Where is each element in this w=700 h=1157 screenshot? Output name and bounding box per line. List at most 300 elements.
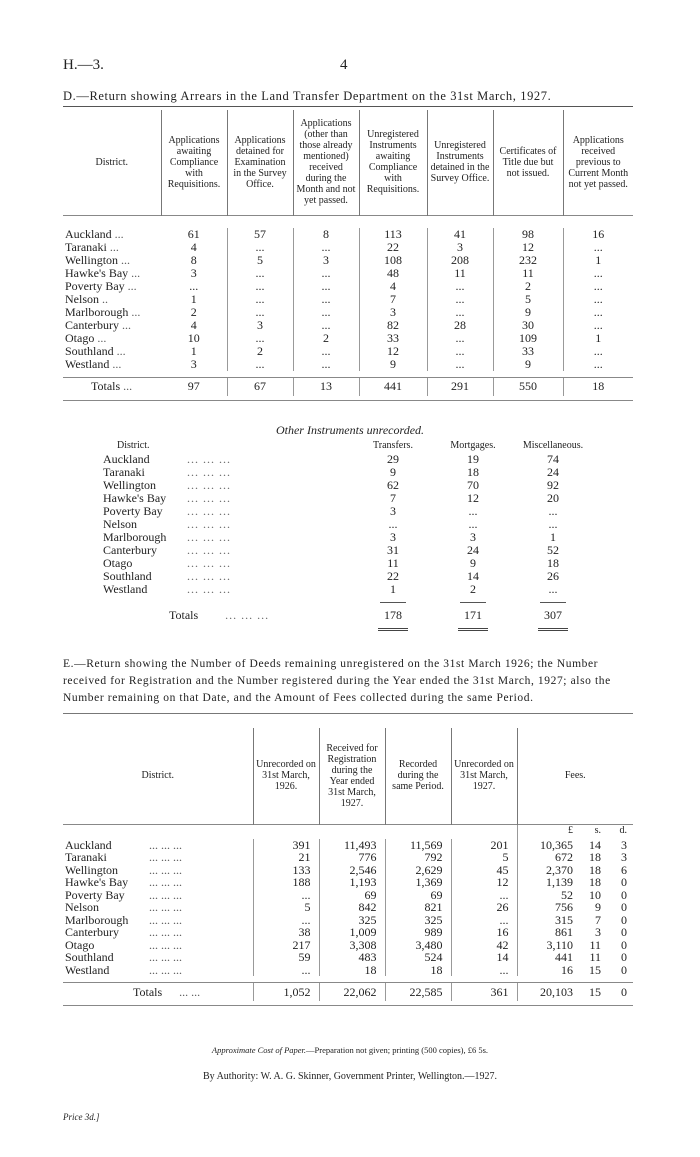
cell: 2 (470, 582, 476, 596)
leader-dots: ... ... ... (149, 887, 182, 902)
section-e-rule (63, 713, 633, 714)
cell: 42 (451, 939, 517, 952)
leader-dots: ... ... ... (149, 850, 182, 864)
fee-pence: 0 (621, 950, 627, 964)
col-header: Miscellaneous. (522, 440, 584, 451)
cell: ... (227, 280, 293, 293)
cell: 41 (427, 228, 493, 241)
cell: 9 (493, 358, 563, 371)
cell: ... (451, 964, 517, 977)
fee-pounds: 756 (517, 901, 577, 914)
cell: 291 (427, 377, 493, 396)
cell: 1 (563, 332, 633, 345)
cost-note (0, 1045, 700, 1055)
totals-label: Totals (91, 379, 121, 393)
cell: 842 (319, 901, 385, 914)
leader-dots: ... ... ... (149, 950, 182, 964)
cell: 69 (385, 889, 451, 902)
cell: 13 (293, 377, 359, 396)
fee-pounds: 16 (517, 964, 577, 977)
fee-shillings: 9 (595, 900, 601, 914)
district-name: Nelson (65, 291, 99, 306)
cell: 7 (359, 293, 427, 306)
table-row (63, 293, 633, 306)
deeds-table (63, 728, 633, 1006)
fee-pence: 0 (621, 937, 627, 952)
cell: 361 (451, 983, 517, 1002)
cell: ... (253, 889, 319, 902)
cell: ... (293, 267, 359, 280)
cell: 1 (190, 291, 197, 306)
cell: 98 (493, 228, 563, 241)
cell: ... (388, 517, 398, 531)
district-cell (103, 583, 353, 596)
cell: 483 (319, 951, 385, 964)
leader-dots: ... ... ... (149, 875, 182, 889)
cell: 69 (319, 889, 385, 902)
cell: 1 (390, 582, 396, 596)
fee-shillings: 15 (589, 962, 601, 977)
cell: ... (427, 280, 493, 293)
cell: 15 (589, 984, 601, 999)
cell: ... (293, 280, 359, 293)
cell: 16 (451, 926, 517, 939)
cell: 2 (227, 345, 293, 358)
cell: 2 (190, 304, 197, 319)
cell: 171 (464, 608, 482, 622)
cell: 2 (293, 332, 359, 345)
cell: 22,585 (385, 983, 451, 1002)
cell: 18 (385, 964, 451, 977)
district-name: Nelson (103, 517, 137, 531)
cell: 11,569 (385, 839, 451, 852)
leader-dots: ... (116, 343, 126, 358)
cell: 0 (621, 984, 627, 999)
cell: 3 (227, 319, 293, 332)
leader-dots: ... ... ... (187, 556, 231, 570)
section-d-rule (63, 106, 633, 107)
cell: 325 (385, 914, 451, 927)
fee-pence: 0 (621, 875, 627, 889)
fee-pounds: 441 (517, 951, 577, 964)
other-instruments-title: Other Instruments unrecorded. (275, 423, 425, 437)
cell: 2,629 (385, 864, 451, 877)
fee-shillings: 7 (595, 912, 601, 927)
cell: ... (227, 293, 293, 306)
col-header: Applications (other than those already mentioned) received during the Month and not yet passed. (293, 110, 359, 215)
cell: ... (227, 358, 293, 371)
fee-pence: 3 (621, 850, 627, 864)
cell: 8 (293, 228, 359, 241)
district-name: Marlborough (65, 304, 129, 319)
totals-row (103, 609, 593, 622)
cell: ... (563, 280, 633, 293)
district-name: Marlborough (65, 912, 129, 927)
cell: ... (227, 306, 293, 319)
cell: 33 (493, 345, 563, 358)
leader-dots: ... (131, 265, 141, 280)
cell: 19 (467, 452, 479, 466)
cell: 391 (253, 839, 319, 852)
leader-dots: ... ... ... (187, 452, 231, 466)
cell: 9 (493, 306, 563, 319)
cell: 18 (467, 465, 479, 479)
fee-pounds: 2,370 (517, 864, 577, 877)
table-row (103, 570, 593, 583)
cell: ... (227, 332, 293, 345)
cell: 16 (563, 228, 633, 241)
cell: 5 (227, 254, 293, 267)
district-name: Wellington (65, 252, 119, 267)
cell: 62 (387, 478, 399, 492)
district-name: Westland (65, 962, 110, 977)
cell: 1,369 (385, 876, 451, 889)
cell: 11 (387, 556, 399, 570)
cell: 2,546 (319, 864, 385, 877)
fee-pounds: 52 (517, 889, 577, 902)
table-row (103, 505, 593, 518)
leader-dots: ... ... ... (187, 504, 231, 518)
cell: ... (293, 293, 359, 306)
table-row (63, 280, 633, 293)
leader-dots: ... (109, 239, 119, 254)
district-name: Otago (65, 330, 95, 345)
leader-dots: ... (121, 317, 131, 332)
cell: 550 (493, 377, 563, 396)
fee-pounds: 3,110 (517, 939, 577, 952)
col-header: Mortgages. (450, 440, 496, 451)
cell: 24 (467, 543, 479, 557)
leader-dots: ... ... ... (187, 517, 231, 531)
price-note: Price 3d.] (63, 1112, 100, 1122)
table-row (103, 466, 593, 479)
fee-shillings: 18 (589, 850, 601, 864)
col-header: Applications awaiting Compliance with Requisitions. (161, 110, 227, 215)
cell: 5 (451, 851, 517, 864)
cell: 21 (253, 851, 319, 864)
leader-dots: ... ... ... (187, 478, 231, 492)
cell: 9 (470, 556, 476, 570)
leader-dots: ... ... ... (187, 543, 231, 557)
unit-pence: d. (603, 824, 633, 839)
cell: 20,103 (517, 983, 577, 1002)
cell: ... (293, 306, 359, 319)
cell: 12 (359, 345, 427, 358)
col-header: Certificates of Title due but not issued. (493, 110, 563, 215)
unit-pounds: £ (517, 824, 577, 839)
table-row (63, 228, 633, 241)
cell: 325 (319, 914, 385, 927)
cell: 97 (187, 379, 200, 393)
cell: 12 (493, 241, 563, 254)
cell: 201 (451, 839, 517, 852)
col-header: Unregistered Instruments detained in the Survey Office. (427, 110, 493, 215)
col-header: Recorded during the same Period. (385, 728, 451, 824)
cell: ... (227, 241, 293, 254)
cell: 524 (385, 951, 451, 964)
cell: 92 (547, 478, 559, 492)
cell: ... (293, 345, 359, 358)
cell: 792 (385, 851, 451, 864)
cell: 133 (253, 864, 319, 877)
cell: 1,193 (319, 876, 385, 889)
cell: 12 (451, 876, 517, 889)
cell: 3 (470, 530, 476, 544)
cell: 38 (253, 926, 319, 939)
cell: 217 (253, 939, 319, 952)
cell: 48 (359, 267, 427, 280)
col-header: Applications detained for Examination in the Survey Office. (227, 110, 293, 215)
fee-shillings: 3 (595, 925, 601, 939)
cell: 4 (190, 239, 197, 254)
cell: ... (427, 293, 493, 306)
district-name: Hawke's Bay (65, 265, 129, 280)
fee-shillings: 11 (589, 950, 601, 964)
cell: 30 (493, 319, 563, 332)
cell: 441 (359, 377, 427, 396)
cell: 3 (427, 241, 493, 254)
cell: 2 (493, 280, 563, 293)
cell: 45 (451, 864, 517, 877)
col-header-district: District. (141, 770, 174, 782)
leader-dots: ... ... ... (225, 608, 270, 622)
district-name: Hawke's Bay (103, 491, 167, 505)
district-name: Otago (65, 937, 95, 952)
table-row (63, 267, 633, 280)
cell: 178 (384, 608, 402, 622)
fee-shillings: 18 (589, 875, 601, 889)
district-name: Marlborough (103, 530, 167, 544)
table-row (103, 492, 593, 505)
cell: ... (293, 319, 359, 332)
cell: 4 (359, 280, 427, 293)
col-header-district: District. (95, 156, 128, 168)
district-name: Southland (65, 343, 114, 358)
district-name: Canterbury (65, 317, 119, 332)
table-row (63, 358, 633, 371)
col-header: Unregistered Instruments awaiting Compliance with Requisitions. (359, 110, 427, 215)
cell: 1 (550, 530, 556, 544)
cell: ... (427, 306, 493, 319)
cell: 59 (253, 951, 319, 964)
table-row (63, 241, 633, 254)
table-row (63, 306, 633, 319)
fee-pence: 0 (621, 962, 627, 977)
cell: ... (227, 267, 293, 280)
cell: 29 (387, 452, 399, 466)
leader-dots: ... ... ... (187, 530, 231, 544)
cell: 18 (319, 964, 385, 977)
cell: ... (563, 267, 633, 280)
leader-dots: ... ... ... (149, 862, 182, 877)
authority-line: By Authority: W. A. G. Skinner, Government Printer, Wellington.—1927. (202, 1071, 498, 1082)
cell: 3 (359, 306, 427, 319)
table-row (63, 332, 633, 345)
cell: 22 (387, 569, 399, 583)
table-row (63, 319, 633, 332)
arrears-table (63, 110, 633, 401)
cell: 108 (359, 254, 427, 267)
leader-dots: ... (97, 330, 107, 345)
totals-row (63, 983, 633, 1002)
cell: 3 (190, 265, 197, 280)
cell: 1 (190, 343, 197, 358)
fee-pence: 0 (621, 912, 627, 927)
cell: 1,009 (319, 926, 385, 939)
district-name: Canterbury (103, 543, 157, 557)
district-name: Hawke's Bay (65, 875, 129, 889)
other-instruments-table (103, 438, 593, 635)
district-name: Poverty Bay (103, 504, 163, 518)
fee-pence: 0 (621, 925, 627, 939)
table-row (63, 345, 633, 358)
leader-dots: ... (127, 278, 137, 293)
cell: 11 (493, 267, 563, 280)
cell: ... (563, 319, 633, 332)
leader-dots: ... ... ... (149, 912, 182, 927)
leader-dots: ... ... ... (187, 582, 231, 596)
cell: 8 (190, 252, 197, 267)
col-header: Applications received previous to Current Month not yet passed. (563, 110, 633, 215)
col-header: Unrecorded on 31st March, 1926. (253, 728, 319, 824)
cell: 26 (451, 901, 517, 914)
totals-label: Totals (133, 984, 163, 999)
table-row (103, 453, 593, 466)
cell: 1 (563, 254, 633, 267)
cell: ... (563, 293, 633, 306)
cell: 82 (359, 319, 427, 332)
district-name: Southland (103, 569, 152, 583)
cell: 776 (319, 851, 385, 864)
district-name: Otago (103, 556, 133, 570)
unit-shillings: s. (577, 824, 603, 839)
cell: ... (451, 889, 517, 902)
cell: ... (253, 914, 319, 927)
cell: 5 (253, 901, 319, 914)
cell: 14 (467, 569, 479, 583)
cell: 9 (359, 358, 427, 371)
totals-label: Totals (169, 608, 199, 622)
district-name: Wellington (65, 862, 119, 877)
district-name: Southland (65, 950, 114, 964)
fee-shillings: 14 (589, 837, 601, 852)
leader-dots: ... ... ... (149, 962, 182, 977)
cell: ... (563, 306, 633, 319)
district-name: Wellington (103, 478, 157, 492)
cell: ... (548, 517, 558, 531)
cell: ... (468, 517, 478, 531)
leader-dots: ... (114, 226, 124, 241)
leader-dots: ... ... ... (187, 465, 231, 479)
cell: 3 (390, 504, 396, 518)
district-cell (63, 358, 161, 371)
cell: ... (563, 345, 633, 358)
fee-shillings: 10 (589, 887, 601, 902)
cell: 61 (187, 226, 200, 241)
fee-pence: 0 (621, 900, 627, 914)
district-name: Auckland (65, 837, 112, 852)
cell: 5 (493, 293, 563, 306)
cost-label: Approximate Cost of Paper. (211, 1045, 307, 1055)
cell: ... (563, 358, 633, 371)
cell: 109 (493, 332, 563, 345)
cell: ... (293, 358, 359, 371)
cell: 307 (544, 608, 562, 622)
leader-dots: ... ... ... (149, 837, 182, 852)
fee-pounds: 1,139 (517, 876, 577, 889)
cell: 188 (253, 876, 319, 889)
table-row (103, 544, 593, 557)
section-d-title: D.—Return showing Arrears in the Land Transfer Department on the 31st March, 1927. (63, 89, 552, 103)
district-name: Auckland (103, 452, 150, 466)
cell: ... (548, 582, 558, 596)
leader-dots: ... ... ... (187, 569, 231, 583)
district-name: Westland (103, 582, 148, 596)
table-row (103, 557, 593, 570)
leader-dots: ... ... ... (149, 900, 182, 914)
fee-pounds: 861 (517, 926, 577, 939)
cell: 11,493 (319, 839, 385, 852)
cell: 14 (451, 951, 517, 964)
cell: 57 (227, 228, 293, 241)
cell: 33 (359, 332, 427, 345)
cell: 989 (385, 926, 451, 939)
leader-dots: ... ... ... (149, 925, 182, 939)
cell: 70 (467, 478, 479, 492)
cell: 232 (493, 254, 563, 267)
cell: 3 (190, 356, 197, 371)
leader-dots: ... ... ... (187, 491, 231, 505)
fee-pence: 3 (621, 837, 627, 852)
col-header-district: District. (117, 440, 150, 451)
leader-dots: ... (112, 356, 122, 371)
cell: 4 (190, 317, 197, 332)
leader-dots: ... (123, 379, 133, 393)
cell: 208 (427, 254, 493, 267)
cell: 24 (547, 465, 559, 479)
leader-dots: ... (121, 252, 131, 267)
page-number: 4 (340, 57, 348, 73)
district-name: Nelson (65, 900, 99, 914)
cell: 3 (390, 530, 396, 544)
cell: 52 (547, 543, 559, 557)
cell: 9 (390, 465, 396, 479)
fee-pence: 0 (621, 887, 627, 902)
leader-dots: ... (131, 304, 141, 319)
district-name: Auckland (65, 226, 112, 241)
fee-shillings: 11 (589, 937, 601, 952)
cell: 31 (387, 543, 399, 557)
cell: 74 (547, 452, 559, 466)
district-cell (63, 964, 253, 977)
table-row (103, 479, 593, 492)
cell: 28 (427, 319, 493, 332)
cell: 12 (467, 491, 479, 505)
cell: 18 (563, 377, 633, 396)
cell: 821 (385, 901, 451, 914)
section-e-title: E.—Return showing the Number of Deeds remaining unregistered on the 31st March 1926; the Number received for Registration and the Number registered during the Year ended the 31st March, 1927; also the Number remaining on that Date, and the Amount of Fees collected during the same Period. (63, 658, 611, 704)
cell: 3,308 (319, 939, 385, 952)
cost-text: —Preparation not given; printing (500 copies), £6 5s. (306, 1045, 489, 1055)
district-name: Taranaki (65, 850, 107, 864)
cell: 1,052 (253, 983, 319, 1002)
cell: ... (548, 504, 558, 518)
cell: 113 (359, 228, 427, 241)
table-row (63, 254, 633, 267)
cell: 18 (547, 556, 559, 570)
cell: 3 (293, 254, 359, 267)
leader-dots: .. (102, 291, 108, 306)
